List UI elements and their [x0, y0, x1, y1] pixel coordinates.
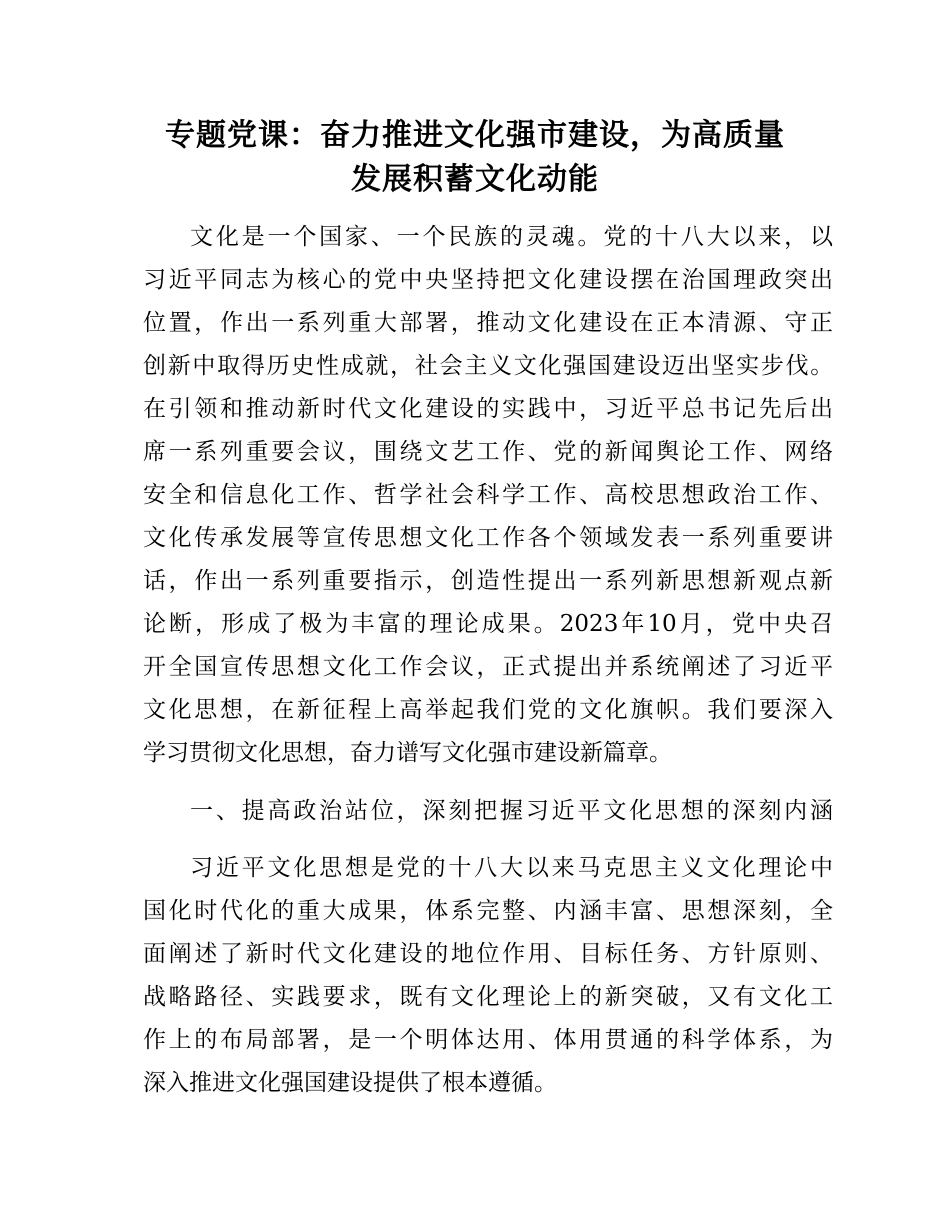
paragraph-1-line-4: 创新中取得历史性成就，社会主义文化强国建设迈出坚实步伐。	[143, 353, 833, 379]
paragraph-2-line-5: 作上的布局部署，是一个明体达用、体用贯通的科学体系，为	[143, 1027, 833, 1053]
paragraph-1-line-5: 在引领和推动新时代文化建设的实践中，习近平总书记先后出	[143, 396, 833, 422]
paragraph-2-line-3: 面阐述了新时代文化建设的地位作用、目标任务、方针原则、	[143, 941, 833, 967]
paragraph-1-line-10: 论断，形成了极为丰富的理论成果。2023年10月，党中央召	[143, 611, 833, 637]
paragraph-1-line-6: 席一系列重要会议，围绕文艺工作、党的新闻舆论工作、网络	[143, 439, 833, 465]
paragraph-1-line-8: 文化传承发展等宣传思想文化工作各个领域发表一系列重要讲	[143, 525, 833, 551]
paragraph-2-line-6: 深入推进文化强国建设提供了根本遵循。	[143, 1070, 557, 1096]
paragraph-1-line-2: 习近平同志为核心的党中央坚持把文化建设摆在治国理政突出	[143, 267, 833, 293]
document-title-line-1: 专题党课：奋力推进文化强市建设，为高质量	[165, 118, 785, 153]
paragraph-1-line-12: 文化思想，在新征程上高举起我们党的文化旗帜。我们要深入	[143, 697, 833, 723]
paragraph-2-line-1: 习近平文化思想是党的十八大以来马克思主义文化理论中	[190, 855, 833, 881]
paragraph-2-line-4: 战略路径、实践要求，既有文化理论上的新突破，又有文化工	[143, 984, 833, 1010]
paragraph-1-line-9: 话，作出一系列重要指示，创造性提出一系列新思想新观点新	[143, 568, 833, 594]
paragraph-1-line-13: 学习贯彻文化思想，奋力谱写文化强市建设新篇章。	[143, 740, 672, 766]
document-title-line-2: 发展积蓄文化动能	[351, 162, 599, 197]
paragraph-1-line-3: 位置，作出一系列重大部署，推动文化建设在正本清源、守正	[143, 310, 833, 336]
paragraph-1-line-7: 安全和信息化工作、哲学社会科学工作、高校思想政治工作、	[143, 482, 833, 508]
paragraph-1-line-11: 开全国宣传思想文化工作会议，正式提出并系统阐述了习近平	[143, 654, 833, 680]
paragraph-1-line-1: 文化是一个国家、一个民族的灵魂。党的十八大以来，以	[190, 224, 833, 250]
section-heading-1: 一、提高政治站位，深刻把握习近平文化思想的深刻内涵	[190, 798, 833, 824]
paragraph-2-line-2: 国化时代化的重大成果，体系完整、内涵丰富、思想深刻，全	[143, 898, 833, 924]
